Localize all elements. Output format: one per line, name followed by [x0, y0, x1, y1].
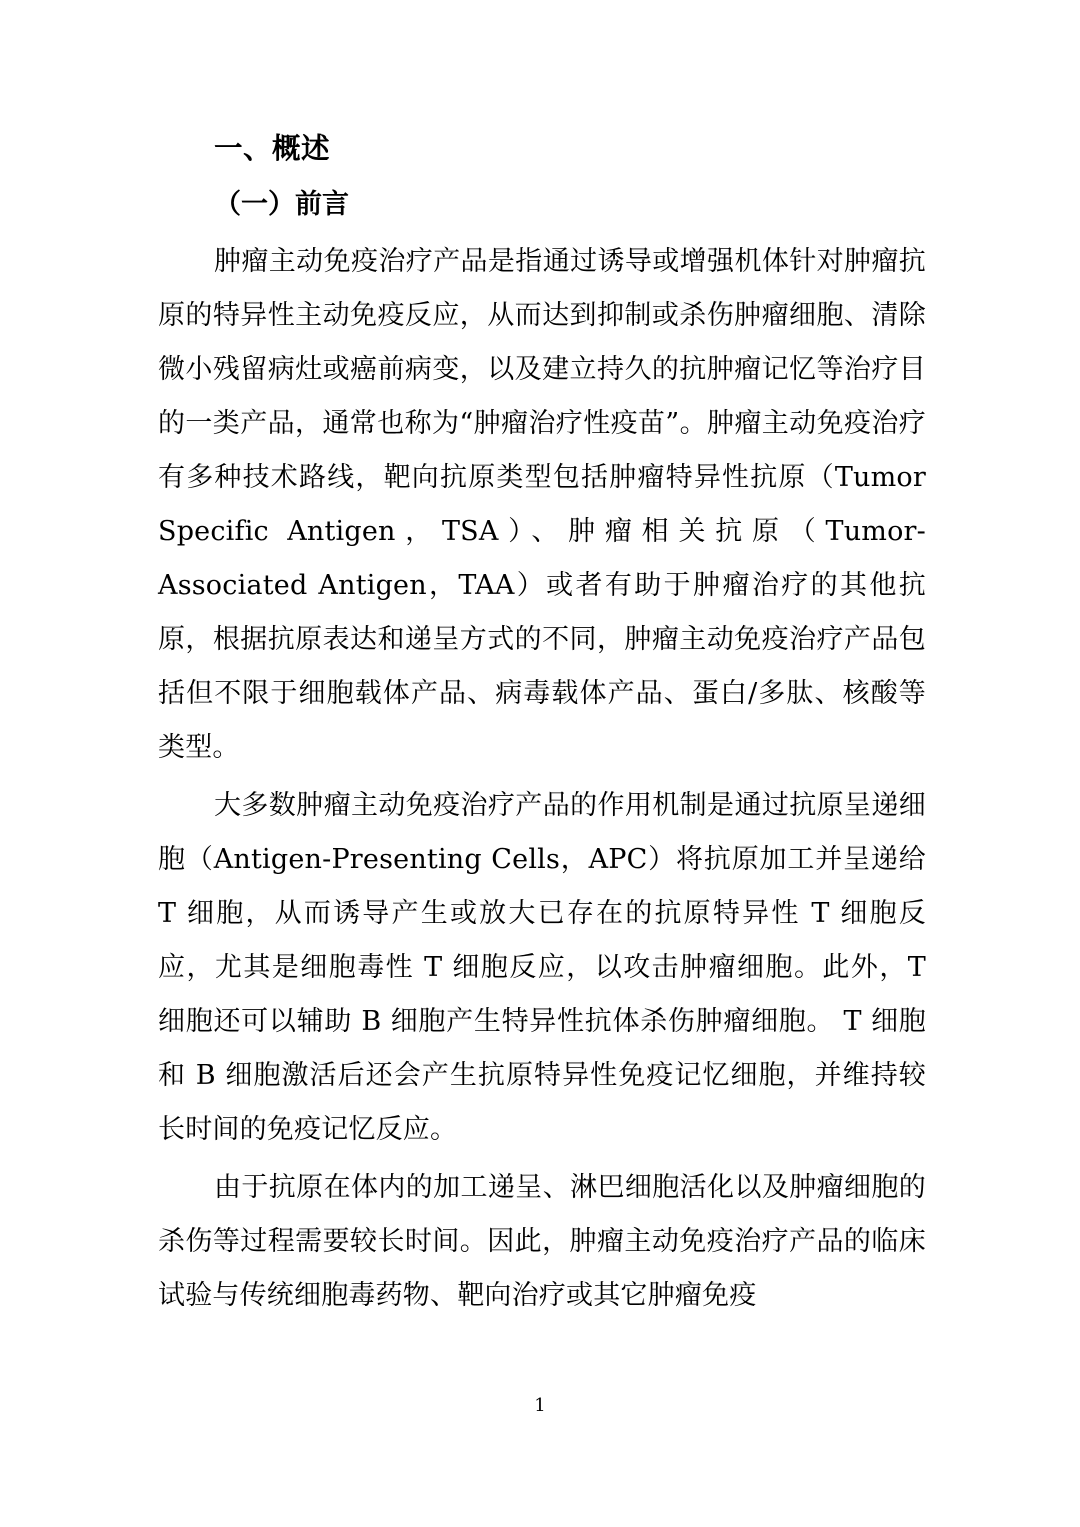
body-paragraph: 由于抗原在体内的加工递呈、淋巴细胞活化以及肿瘤细胞的杀伤等过程需要较长时间。因此，肿瘤主动免疫治疗产品的临床试验与传统细胞毒药物、靶向治疗或其它肿瘤免疫 [158, 1172, 926, 1312]
subsection-heading: （一）前言 [214, 188, 349, 220]
body-paragraph: 肿瘤主动免疫治疗产品是指通过诱导或增强机体针对肿瘤抗原的特异性主动免疫反应，从而达到抑制或杀伤肿瘤细胞、清除微小残留病灶或癌前病变，以及建立持久的抗肿瘤记忆等治疗目的一类产品，通常也称为“肿瘤治疗性疫苗”。肿瘤主动免疫治疗有多种技术路线，靶向抗原类型包括肿瘤特异性抗原（Tumor Specific Antigen，TSA）、肿瘤相关抗原（Tumor-Associated Antigen，TAA）或者有助于肿瘤治疗的其他抗原，根据抗原表达和递呈方式的不同，肿瘤主动免疫治疗产品包括但不限于细胞载体产品、病毒载体产品、蛋白/多肽、核酸等类型。 [158, 246, 926, 764]
page-number: 1 [534, 1395, 546, 1416]
section-heading: 一、概述 [214, 132, 331, 165]
body-paragraph: 大多数肿瘤主动免疫治疗产品的作用机制是通过抗原呈递细胞（Antigen-Presenting Cells，APC）将抗原加工并呈递给 T 细胞，从而诱导产生或放大已存在的抗原特异性 T 细胞反应，尤其是细胞毒性 T 细胞反应，以攻击肿瘤细胞。此外，T 细胞还可以辅助 B 细胞产生特异性抗体杀伤肿瘤细胞。 T 细胞和 B 细胞激活后还会产生抗原特异性免疫记忆细胞，并维持较长时间的免疫记忆反应。 [158, 790, 926, 1146]
document-body [158, 128, 926, 1323]
